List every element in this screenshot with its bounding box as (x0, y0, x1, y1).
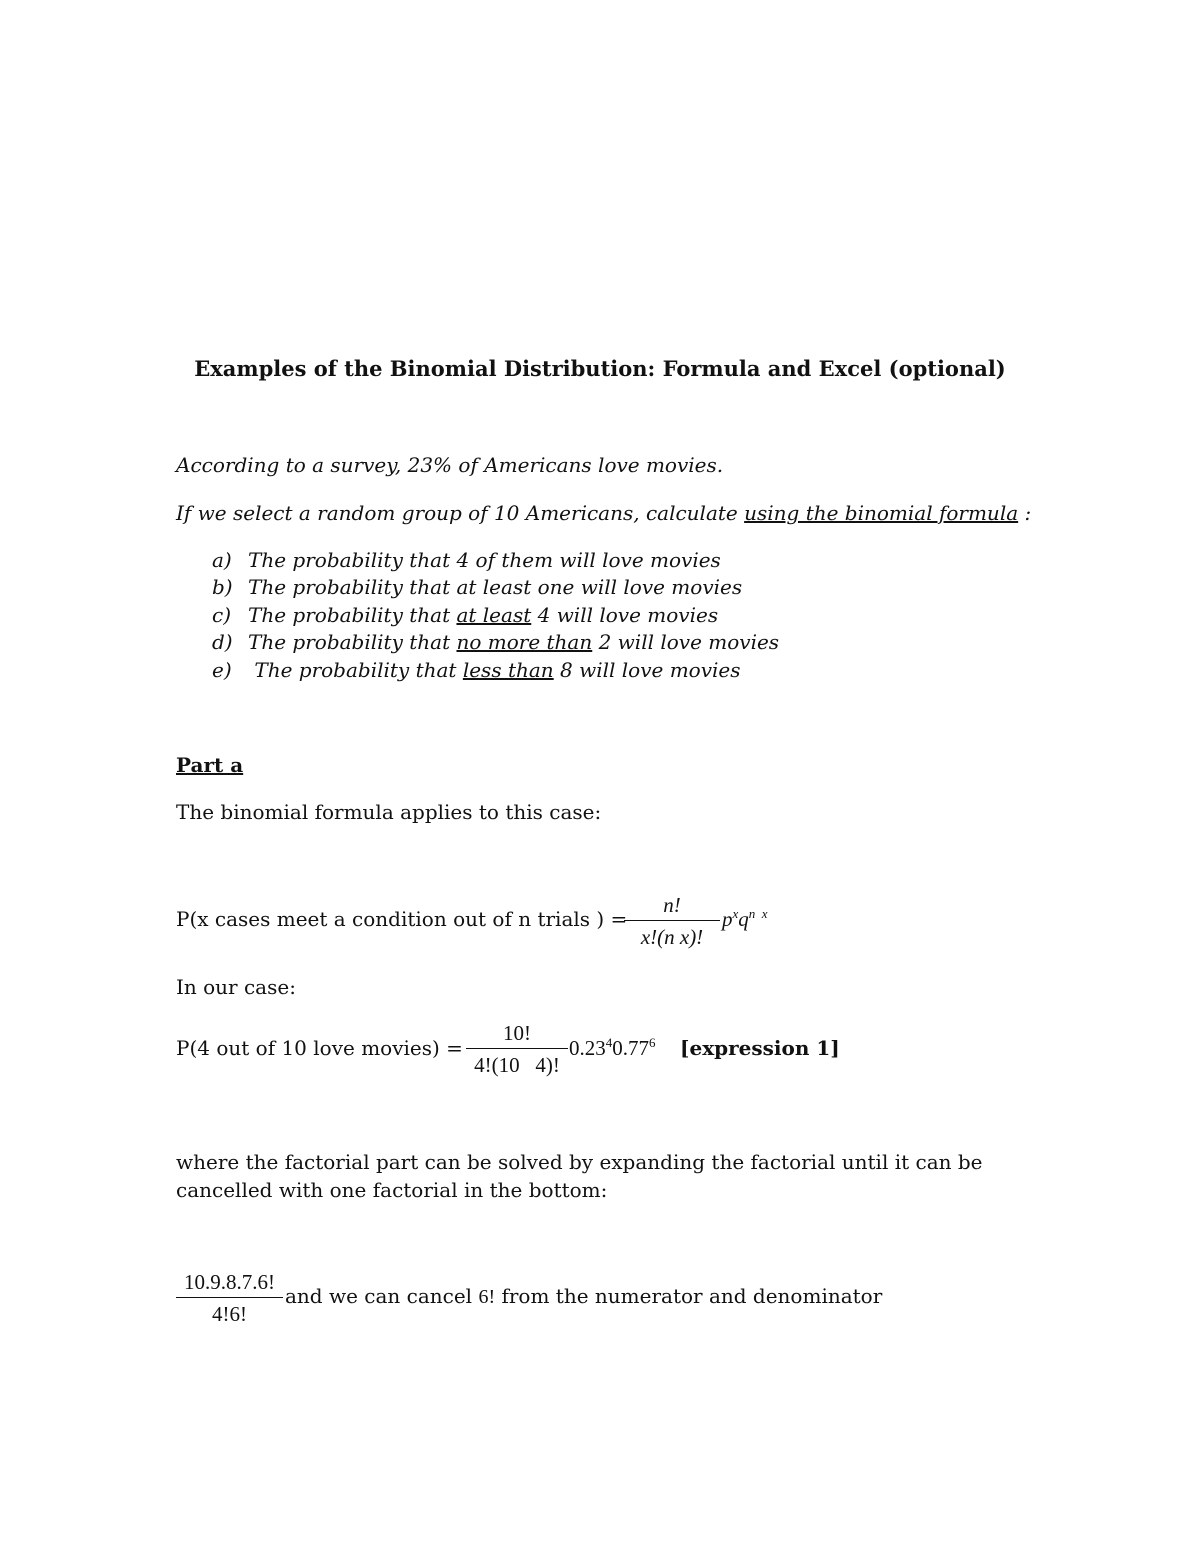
question-text-post: 8 will love movies (553, 658, 741, 682)
question-underlined: at least (456, 603, 532, 627)
fraction-bar (624, 920, 720, 921)
formula-p-exponent: x (732, 906, 739, 921)
question-underlined: less than (462, 658, 554, 682)
formula-p: p (722, 907, 733, 931)
fraction-bar (176, 1297, 283, 1298)
expression-1-numerator: 10! (503, 1021, 531, 1045)
expression-1-term-b-exponent: 6 (649, 1035, 656, 1050)
formula-tail (722, 906, 768, 932)
factorial-line-2: cancelled with one factorial in the bottom: (176, 1178, 608, 1202)
formula-label: P(x cases meet a condition out of n trials ) = (176, 907, 628, 931)
expression-1-tail (569, 1035, 656, 1061)
question-e (212, 658, 741, 682)
intro-line-2-pre: If we select a random group of 10 Americans, calculate (176, 501, 745, 525)
in-our-case: In our case: (176, 975, 296, 999)
cancel-text (285, 1284, 882, 1309)
formula-q: q (738, 907, 749, 931)
formula-numerator: n! (663, 893, 681, 917)
question-letter: c) (212, 603, 232, 627)
intro-line-2 (176, 501, 1031, 525)
cancel-numerator: 10.9.8.7.6! (184, 1270, 275, 1294)
cancel-text-post: from the numerator and denominator (495, 1284, 883, 1308)
expression-1-term-a-exponent: 4 (605, 1035, 613, 1050)
question-c (212, 603, 718, 627)
expression-1-label: P(4 out of 10 love movies) = (176, 1036, 463, 1060)
formula-fraction (624, 892, 720, 950)
expression-1-fraction (466, 1020, 568, 1078)
question-text: The probability that (248, 603, 457, 627)
formula-denominator: x!(n x)! (640, 925, 704, 949)
question-a (212, 548, 721, 572)
factorial-line-1: where the factorial part can be solved by expanding the factorial until it can be (176, 1150, 983, 1174)
intro-line-2-underlined: using the binomial formula (744, 501, 1019, 525)
question-text-post: 2 will love movies (592, 630, 780, 654)
expression-1-denominator: 4!(10 4)! (474, 1053, 560, 1077)
formula-q-exponent: n x (748, 906, 768, 921)
question-text-post: 4 will love movies (531, 603, 719, 627)
question-letter: b) (212, 575, 233, 599)
question-letter: a) (212, 548, 232, 572)
question-letter: e) (212, 658, 232, 682)
cancel-text-pre: and we can cancel (285, 1284, 479, 1308)
question-d (212, 630, 779, 654)
question-text: The probability that at least one will love movies (248, 575, 743, 599)
question-text: The probability that (248, 630, 457, 654)
expression-1-term-b: 0.77 (612, 1036, 649, 1060)
question-text: The probability that 4 of them will love movies (248, 548, 721, 572)
page-title: Examples of the Binomial Distribution: Formula and Excel (optional) (194, 356, 1006, 381)
cancel-text-factorial: 6! (478, 1286, 496, 1308)
part-a-heading: Part a (176, 753, 244, 777)
part-a-applies: The binomial formula applies to this case: (176, 800, 602, 824)
question-letter: d) (212, 630, 233, 654)
question-underlined: no more than (456, 630, 593, 654)
fraction-bar (466, 1048, 568, 1049)
intro-line-2-post: : (1018, 501, 1032, 525)
question-text: The probability that (248, 658, 463, 682)
cancel-denominator: 4!6! (212, 1302, 247, 1326)
expression-1-tag: [expression 1] (680, 1036, 840, 1060)
intro-line-1: According to a survey, 23% of Americans love movies. (176, 453, 724, 477)
expression-1-term-a: 0.23 (569, 1036, 606, 1060)
cancel-fraction (176, 1269, 283, 1327)
question-b (212, 575, 742, 599)
